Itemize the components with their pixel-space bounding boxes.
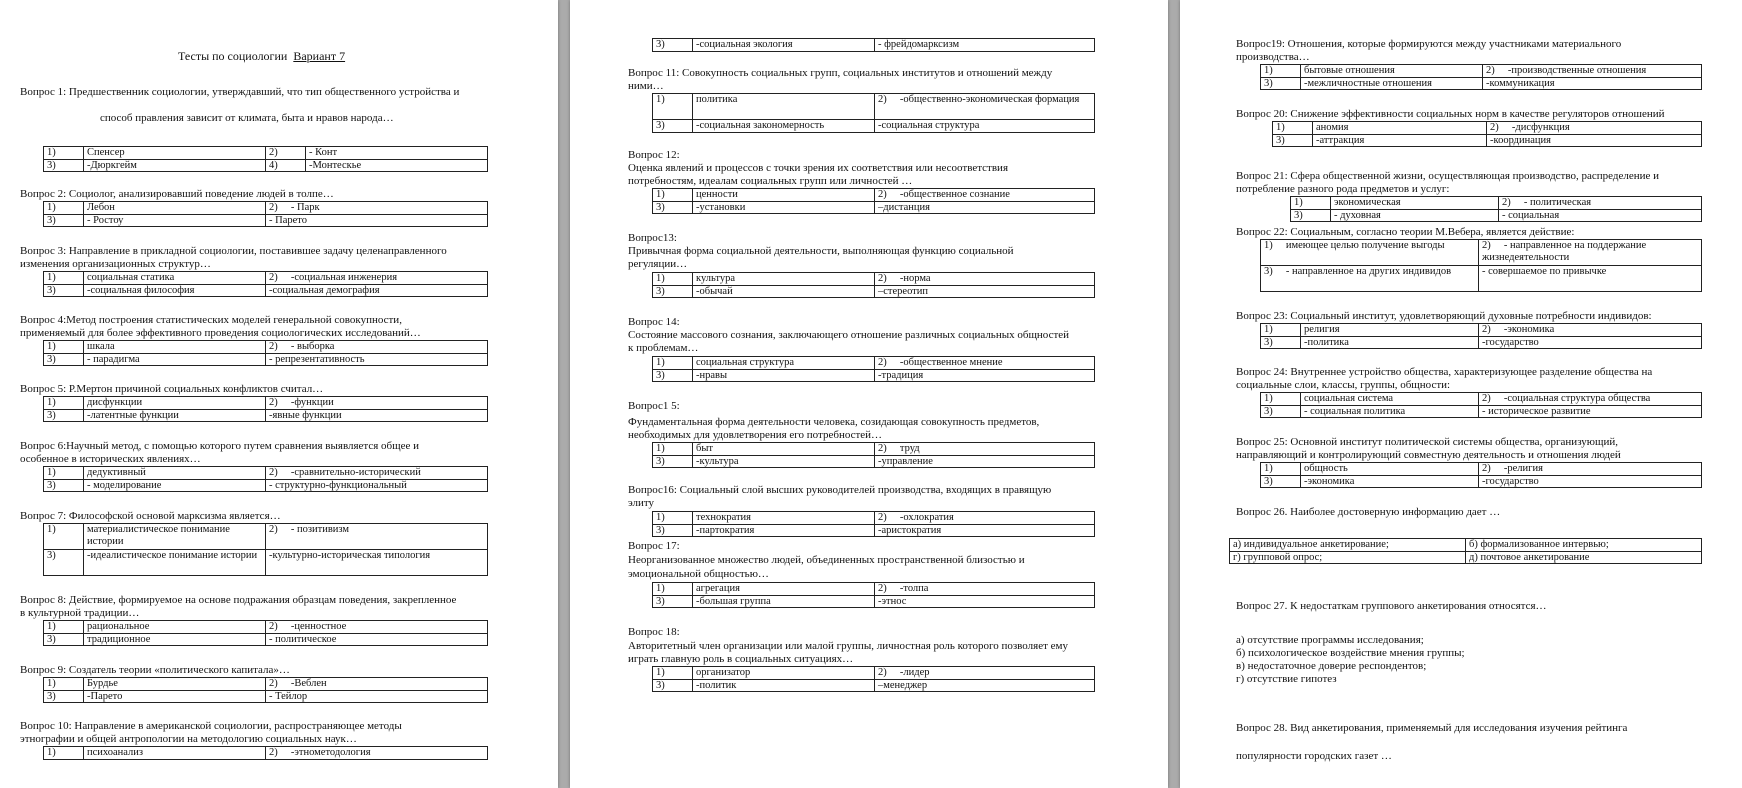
answer-cell [875,583,1095,596]
answer-cell: шкала [84,341,266,354]
answer-cell: 3) [653,595,693,608]
answer-cell [266,467,488,480]
answer-cell: –менеджер [875,679,1095,692]
question-3-text-cont: изменения организационных структур… [20,258,211,270]
answer-cell: 1) [653,94,693,120]
answer-cell: 3) [1261,336,1301,349]
answer-cell: 1) [1273,122,1313,135]
answer-cell: 1) [1261,324,1301,337]
answer-cell: - социальная [1499,209,1702,222]
question-14-text: Вопрос 14: [628,316,680,328]
question-23-answers [1260,323,1702,349]
answer-option-text: 2) [269,397,278,408]
answer-cell: - совершаемое по привычке [1479,266,1702,292]
answer-cell: - историческое развитие [1479,405,1702,418]
answer-cell: г) групповой опрос; [1230,551,1466,564]
answer-cell [1483,65,1702,78]
answer-cell: 3) [653,524,693,537]
variant-label: Вариант 7 [293,49,346,63]
answer-option-text: 2) [1490,122,1499,133]
answer-cell: - социальная политика [1301,405,1479,418]
answer-cell: -Монтескье [306,159,488,172]
answer-cell: 3) [653,39,693,52]
answer-cell: 1) [44,147,84,160]
answer-cell: 3) [44,479,84,492]
answer-cell: 3) [44,550,84,576]
answer-cell: 1) [653,512,693,525]
question-9-answers [43,677,488,703]
answer-cell: -установки [693,201,875,214]
answer-cell: экономическая [1331,197,1499,210]
question-19-text-cont: производства… [1236,51,1310,63]
answer-option-text: - Парк [290,202,320,213]
answer-option-text: -сравнительно-исторический [290,467,421,478]
question-27-option-c: в) недостаточное доверие респондентов; [1236,660,1427,672]
question-23-text: Вопрос 23: Социальный институт, удовлетворяющий духовные потребности индивидов: [1236,310,1652,322]
question-18-text: Вопрос 18: [628,626,680,638]
answer-cell [1479,463,1702,476]
answer-cell [266,341,488,354]
question-6-text: Вопрос 6:Научный метод, с помощью которого путем сравнения выявляется общее и [20,440,420,452]
answer-cell: ценности [693,189,875,202]
question-14-answers [652,356,1095,382]
answer-cell: -социальная демография [266,284,488,297]
answer-cell [266,214,488,227]
question-27-option-b: б) психологическое воздействие мнения группы; [1236,647,1465,659]
answer-cell: 3) [653,120,693,133]
question-14-text-line3: к проблемам… [628,342,699,354]
answer-option-text: -Веблен [290,678,327,689]
answer-option-text: - позитивизм [290,524,350,535]
answer-cell: 1) [44,621,84,634]
question-27-option-d: г) отсутствие гипотез [1236,673,1337,685]
answer-cell: -Дюркгейм [84,159,266,172]
answer-cell: 1) [653,189,693,202]
question-13-text-line3: регуляции… [628,258,688,270]
question-12-text: Вопрос 12: [628,149,680,161]
answer-cell: дисфункции [84,397,266,410]
answer-option-text: -этнометодология [290,747,371,758]
question-6-answers [43,466,488,492]
question-14-text-line2: Состояние массового сознания, заключающего отношение различных социальных общностей [628,329,1070,341]
answer-cell: социальная структура [693,357,875,370]
question-12-text-line2: Оценка явлений и процессов с точки зрения их соответствия или несоответствия [628,162,1009,174]
answer-cell: 3) [653,679,693,692]
answer-cell: 3) [44,284,84,297]
answer-cell: культура [693,273,875,286]
question-19-text: Вопрос19: Отношения, которые формируются между участниками материального [1236,38,1622,50]
question-6-text-cont: особенное в исторических явлениях… [20,453,201,465]
question-21-answers [1290,196,1702,222]
answer-cell: -социальная философия [84,284,266,297]
answer-cell [875,443,1095,456]
answer-cell: быт [693,443,875,456]
answer-cell: 1) [44,202,84,215]
answer-option-text: 3) [1264,266,1273,277]
question-5-text: Вопрос 5: Р.Мертон причиной социальных конфликтов считал… [20,383,324,395]
question-2-text: Вопрос 2: Социолог, анализировавший поведение людей в толпе… [20,188,334,200]
answer-cell: -партократия [693,524,875,537]
answer-cell: 4) [266,159,306,172]
answer-cell: религия [1301,324,1479,337]
answer-cell: - Ростоу [84,214,266,227]
answer-cell: 3) [653,455,693,468]
answer-option-text: -охлократия [899,512,954,523]
answer-option-text: -производственные отношения [1507,65,1647,76]
question-20-text: Вопрос 20: Снижение эффективности социальных норм в качестве регуляторов отношений [1236,108,1665,120]
answer-option-text: -общественно-экономическая формация [899,94,1080,105]
answer-cell: 1) [44,467,84,480]
answer-cell [266,202,488,215]
question-25-text-cont: направляющий и контролирующий совместную деятельность и отношения людей [1236,449,1621,461]
question-27-text: Вопрос 27. К недостаткам группового анкетирования относятся… [1236,600,1547,612]
question-1-text-cont: способ правления зависит от климата, быта и нравов народа… [100,112,394,124]
question-22-text: Вопрос 22: Социальным, согласно теории М.Вебера, является действие: [1236,226,1575,238]
question-17-text-line3: эмоциональной общностью… [628,568,769,580]
answer-cell: 3) [44,353,84,366]
answer-option-text: -дисфункция [1511,122,1570,133]
question-8-answers [43,620,488,646]
answer-option-text: -социальная структура общества [1503,393,1651,404]
answer-cell: 3) [44,409,84,422]
answer-option-text: -толпа [899,583,929,594]
answer-cell: 1) [653,583,693,596]
question-24-answers [1260,392,1702,418]
question-12-answers [652,188,1095,214]
answer-cell: -политика [1301,336,1479,349]
answer-cell: рациональное [84,621,266,634]
answer-cell: -межличностные отношения [1301,77,1483,90]
answer-cell: социальная система [1301,393,1479,406]
answer-option-text: -общественное сознание [899,189,1010,200]
answer-cell: -аристократия [875,524,1095,537]
answer-cell: 1) [44,678,84,691]
answer-option-text: 2) [269,524,278,535]
answer-cell: д) почтовое анкетирование [1466,551,1702,564]
answer-cell: 3) [44,159,84,172]
question-26-text: Вопрос 26. Наиболее достоверную информацию дает … [1236,506,1501,518]
answer-cell: психоанализ [84,747,266,760]
answer-cell [875,94,1095,120]
answer-option-text: - политическая [1523,197,1592,208]
answer-cell: -культурно-историческая типология [266,550,488,576]
question-27-option-a: а) отсутствие программы исследования; [1236,634,1424,646]
answer-cell: 3) [44,633,84,646]
answer-cell: -латентные функции [84,409,266,422]
answer-cell: -аттракция [1313,134,1487,147]
answer-cell: 1) [44,397,84,410]
answer-cell [266,678,488,691]
question-3-text: Вопрос 3: Направление в прикладной социологии, поставившее задачу целенаправленного [20,245,447,257]
answer-cell: -координация [1487,134,1702,147]
answer-cell [875,273,1095,286]
answer-cell: -социальная закономерность [693,120,875,133]
answer-cell: 3) [44,690,84,703]
answer-cell: 1) [44,341,84,354]
answer-cell: 1) [653,357,693,370]
answer-cell: -Парето [84,690,266,703]
answer-cell: -обычай [693,285,875,298]
answer-cell: -экономика [1301,475,1479,488]
answer-option-text: -ценностное [290,621,347,632]
answer-cell: –дистанция [875,201,1095,214]
answer-cell: организатор [693,667,875,680]
question-4-text: Вопрос 4:Метод построения статистических моделей генеральной совокупности, [20,314,402,326]
question-15-text-line3: необходимых для удовлетворения его потребностей… [628,429,883,441]
question-24-text: Вопрос 24: Внутреннее устройство общества, характеризующее разделение общества на [1236,366,1653,378]
answer-option-text: - Парето [269,214,307,226]
question-4-answers [43,340,488,366]
answer-cell: 1) [44,524,84,550]
answer-cell: -государство [1479,336,1702,349]
answer-cell [875,189,1095,202]
answer-option-text: 2) [269,202,278,213]
answer-cell: -государство [1479,475,1702,488]
question-24-text-cont: социальные слои, классы, группы, общности: [1236,379,1451,391]
answer-option-text: 2) [1482,240,1491,251]
question-15-answers [652,442,1095,468]
answer-cell: 3) [1261,405,1301,418]
answer-option-text: 2) [878,667,887,678]
question-7-text: Вопрос 7: Философской основой марксизма является… [20,510,281,522]
answer-option-text: -лидер [899,667,930,678]
question-3-answers [43,271,488,297]
question-13-answers [652,272,1095,298]
answer-cell: -социальная экология [693,39,875,52]
answer-cell [1479,393,1702,406]
question-10-answers-cont [652,38,1095,52]
question-10-text: Вопрос 10: Направление в американской социологии, распространяющее методы [20,720,402,732]
answer-cell: 3) [1261,475,1301,488]
answer-option-text: 2) [878,189,887,200]
answer-option-text: 2) [1482,463,1491,474]
answer-cell: 2) [266,147,306,160]
answer-cell: - Конт [306,147,488,160]
answer-option-text: 2) [878,94,887,105]
answer-option-text: 2) [269,621,278,632]
question-16-answers [652,511,1095,537]
question-17-text: Вопрос 17: [628,540,680,552]
answer-cell: а) индивидуальное анкетирование; [1230,539,1466,552]
answer-cell: 1) [653,443,693,456]
question-11-answers [652,93,1095,133]
answer-cell: агрегация [693,583,875,596]
document-page-3 [1180,0,1742,788]
answer-cell: -социальная структура [875,120,1095,133]
question-25-answers [1260,462,1702,488]
question-1-answers [43,146,488,172]
answer-cell [1261,266,1479,292]
answer-option-text: -социальная инженерия [290,272,398,283]
answer-cell: технократия [693,512,875,525]
answer-cell: 3) [1291,209,1331,222]
answer-cell: дедуктивный [84,467,266,480]
answer-cell: традиционное [84,633,266,646]
answer-cell: бытовые отношения [1301,65,1483,78]
question-13-text: Вопрос13: [628,232,677,244]
answer-cell: 3) [653,201,693,214]
question-16-text: Вопрос16: Социальный слой высших руководителей производства, входящих в правящую [628,484,1052,496]
answer-cell: -идеалистическое понимание истории [84,550,266,576]
question-17-text-line2: Неорганизованное множество людей, объединенных пространственной близостью и [628,554,1025,566]
answer-cell: 3) [1261,77,1301,90]
answer-cell: Спенсер [84,147,266,160]
answer-cell: 1) [1261,65,1301,78]
answer-cell: Бурдье [84,678,266,691]
answer-cell: -большая группа [693,595,875,608]
question-10-text-cont: этнографии и общей антропологии на методологию социальных наук… [20,733,357,745]
answer-option-text: 2) [269,747,278,758]
answer-cell [875,357,1095,370]
question-25-text: Вопрос 25: Основной институт политической системы общества, организующий, [1236,436,1619,448]
answer-cell: -политик [693,679,875,692]
question-22-answers [1260,239,1702,292]
answer-cell: аномия [1313,122,1487,135]
answer-option-text: - направленное на других индивидов [1285,266,1452,277]
answer-cell: -явные функции [266,409,488,422]
answer-cell: 3) [653,285,693,298]
question-11-text: Вопрос 11: Совокупность социальных групп, социальных институтов и отношений между [628,67,1053,79]
answer-option-text: -функции [290,397,334,408]
answer-cell: 1) [44,272,84,285]
answer-option-text: 2) [1482,393,1491,404]
answer-option-text: 2) [1502,197,1511,208]
question-16-text-cont: элиту [628,497,655,509]
answer-option-text: -религия [1503,463,1543,474]
answer-cell: политика [693,94,875,120]
question-18-text-line2: Авторитетный член организации или малой группы, личностная роль которого позволяет ему [628,640,1068,652]
answer-option-text: имеющее целью получение выгоды [1285,240,1445,251]
question-8-text: Вопрос 8: Действие, формируемое на основе подражания образцам поведения, закрепленное [20,594,457,606]
question-26-answers [1229,538,1702,564]
answer-cell: социальная статика [84,272,266,285]
answer-cell [1499,197,1702,210]
answer-option-text: -норма [899,273,931,284]
question-1-text: Вопрос 1: Предшественник социологии, утверждавший, что тип общественного устройства и [20,86,460,98]
answer-cell: -управление [875,455,1095,468]
answer-option-text: 2) [878,357,887,368]
answer-cell [1479,240,1702,266]
answer-cell: 3) [653,369,693,382]
question-15-text: Вопрос1 5: [628,400,680,412]
answer-cell [1261,240,1479,266]
question-20-answers [1272,121,1702,147]
answer-cell: 1) [653,273,693,286]
answer-cell: 1) [44,747,84,760]
question-11-text-cont: ними… [628,80,664,92]
question-7-answers [43,523,488,576]
answer-option-text: - выборка [290,341,335,352]
answer-cell: общность [1301,463,1479,476]
answer-cell: - Тейлор [266,690,488,703]
answer-cell: -коммуникация [1483,77,1702,90]
answer-option-text: 2) [269,341,278,352]
answer-cell [1487,122,1702,135]
answer-option-text: 2) [269,272,278,283]
answer-cell: - фрейдомарксизм [875,39,1095,52]
answer-cell [875,667,1095,680]
answer-cell: - духовная [1331,209,1499,222]
question-28-text: Вопрос 28. Вид анкетирования, применяемый для исследования изучения рейтинга [1236,722,1628,734]
answer-cell: –стереотип [875,285,1095,298]
answer-option-text: 2) [1486,65,1495,76]
answer-cell: - парадигма [84,353,266,366]
document-page-2 [570,0,1168,788]
answer-cell: 3) [44,214,84,227]
answer-cell [266,621,488,634]
answer-option-text: -экономика [1503,324,1555,335]
answer-cell [875,512,1095,525]
answer-option-text: труд [899,443,920,454]
answer-cell: 3) [1273,134,1313,147]
question-4-text-cont: применяемый для более эффективного проведения социологических исследований… [20,327,421,339]
question-2-answers [43,201,488,227]
answer-cell: -культура [693,455,875,468]
answer-cell: -традиция [875,369,1095,382]
question-10-answers [43,746,488,760]
answer-cell: 1) [1261,393,1301,406]
question-5-answers [43,396,488,422]
answer-option-text: 2) [1482,324,1491,335]
answer-option-text: 2) [269,467,278,478]
answer-option-text: 1) [1264,240,1273,251]
answer-cell: Лебон [84,202,266,215]
answer-cell: - структурно-функциональный [266,479,488,492]
document-page-1 [0,0,558,788]
answer-cell: - репрезентативность [266,353,488,366]
question-12-text-line3: потребностям, идеалам социальных групп или личностей … [628,175,913,187]
answer-option-text: -общественное мнение [899,357,1003,368]
answer-option-text: 2) [878,512,887,523]
answer-option-text: - направленное на поддержание жизнедеятельности [1482,240,1647,263]
answer-cell [1479,324,1702,337]
question-17-answers [652,582,1095,608]
answer-option-text: 2) [269,678,278,689]
question-18-text-line3: играть главную роль в социальных ситуациях… [628,653,854,665]
answer-cell: - моделирование [84,479,266,492]
answer-cell [266,397,488,410]
answer-cell: 1) [1261,463,1301,476]
question-19-answers [1260,64,1702,90]
question-9-text: Вопрос 9: Создатель теории «политического капитала»… [20,664,290,676]
answer-cell [266,747,488,760]
question-21-text: Вопрос 21: Сфера общественной жизни, осуществляющая производство, распределение и [1236,170,1660,182]
answer-cell: 1) [653,667,693,680]
question-8-text-cont: в культурной традиции… [20,607,140,619]
answer-cell: материалистическое понимание истории [84,524,266,550]
answer-option-text: 2) [878,273,887,284]
answer-cell: б) формализованное интервью; [1466,539,1702,552]
question-18-answers [652,666,1095,692]
answer-cell: 1) [1291,197,1331,210]
answer-cell: - политическое [266,633,488,646]
question-13-text-line2: Привычная форма социальной деятельности, выполняющая функцию социальной [628,245,1014,257]
question-21-text-cont: потребление разного рода предметов и услуг: [1236,183,1450,195]
answer-cell [266,272,488,285]
answer-cell [266,524,488,550]
document-title: Тесты по социологии Вариант 7 [178,49,346,63]
question-28-text-cont: популярности городских газет … [1236,750,1392,762]
answer-cell: -нравы [693,369,875,382]
answer-option-text: 2) [878,583,887,594]
answer-option-text: 2) [878,443,887,454]
answer-cell: -этнос [875,595,1095,608]
question-15-text-line2: Фундаментальная форма деятельности человека, созидающая совокупность предметов, [628,416,1040,428]
